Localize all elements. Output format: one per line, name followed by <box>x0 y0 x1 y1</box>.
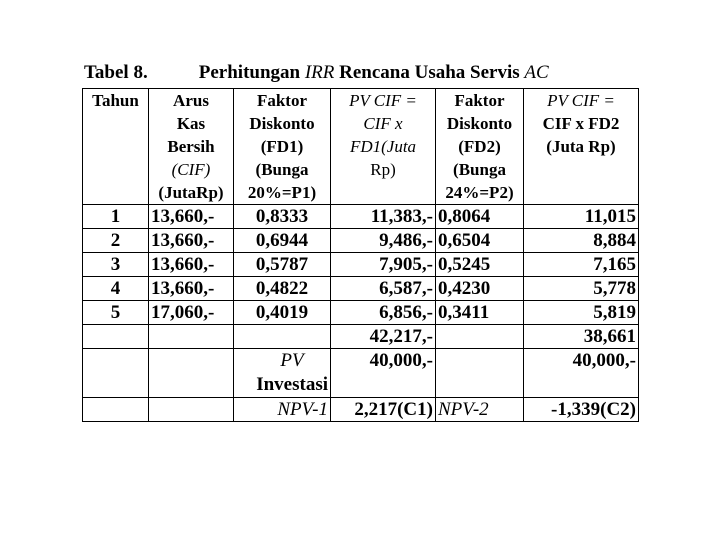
header-tahun: Tahun <box>83 89 149 205</box>
title-rest: Rencana Usaha Servis <box>339 62 520 83</box>
npv1-value: 2,217(C1) <box>331 398 436 422</box>
table-row: 2 13,660,- 0,6944 9,486,- 0,6504 8,884 <box>83 229 639 253</box>
table-row: 4 13,660,- 0,4822 6,587,- 0,4230 5,778 <box>83 277 639 301</box>
investasi-row <box>83 349 639 398</box>
table-row: 3 13,660,- 0,5787 7,905,- 0,5245 7,165 <box>83 253 639 277</box>
npv-row <box>83 398 639 422</box>
title-text: Perhitungan <box>198 62 301 83</box>
totals-row <box>83 325 639 349</box>
title-prefix: Tabel 8. <box>84 62 148 83</box>
total-pv2: 38,661 <box>524 325 639 349</box>
header-pv2: PV CIF = CIF x FD2 (Juta Rp) <box>524 89 639 205</box>
header-fd1: Faktor Diskonto (FD1) (Bunga 20%=P1) <box>234 89 331 205</box>
npv2-label: NPV-2 <box>436 398 524 422</box>
table-title <box>84 62 549 84</box>
table-row: 5 17,060,- 0,4019 6,856,- 0,3411 5,819 <box>83 301 639 325</box>
total-pv1: 42,217,- <box>331 325 436 349</box>
header-pv1: PV CIF = CIF x FD1(Juta Rp) <box>331 89 436 205</box>
header-row <box>83 89 639 205</box>
npv2-value: -1,339(C2) <box>524 398 639 422</box>
irr-table <box>82 88 639 422</box>
title-irr: IRR <box>304 62 335 83</box>
header-arus-kas: Arus Kas Bersih (CIF) (JutaRp) <box>149 89 234 205</box>
investasi-pv2: 40,000,- <box>524 349 639 398</box>
title-ac: AC <box>524 62 549 83</box>
header-fd2: Faktor Diskonto (FD2) (Bunga 24%=P2) <box>436 89 524 205</box>
investasi-label: PV Investasi <box>234 349 331 398</box>
npv1-label: NPV-1 <box>234 398 331 422</box>
investasi-pv1: 40,000,- <box>331 349 436 398</box>
table-row: 1 13,660,- 0,8333 11,383,- 0,8064 11,015 <box>83 205 639 229</box>
